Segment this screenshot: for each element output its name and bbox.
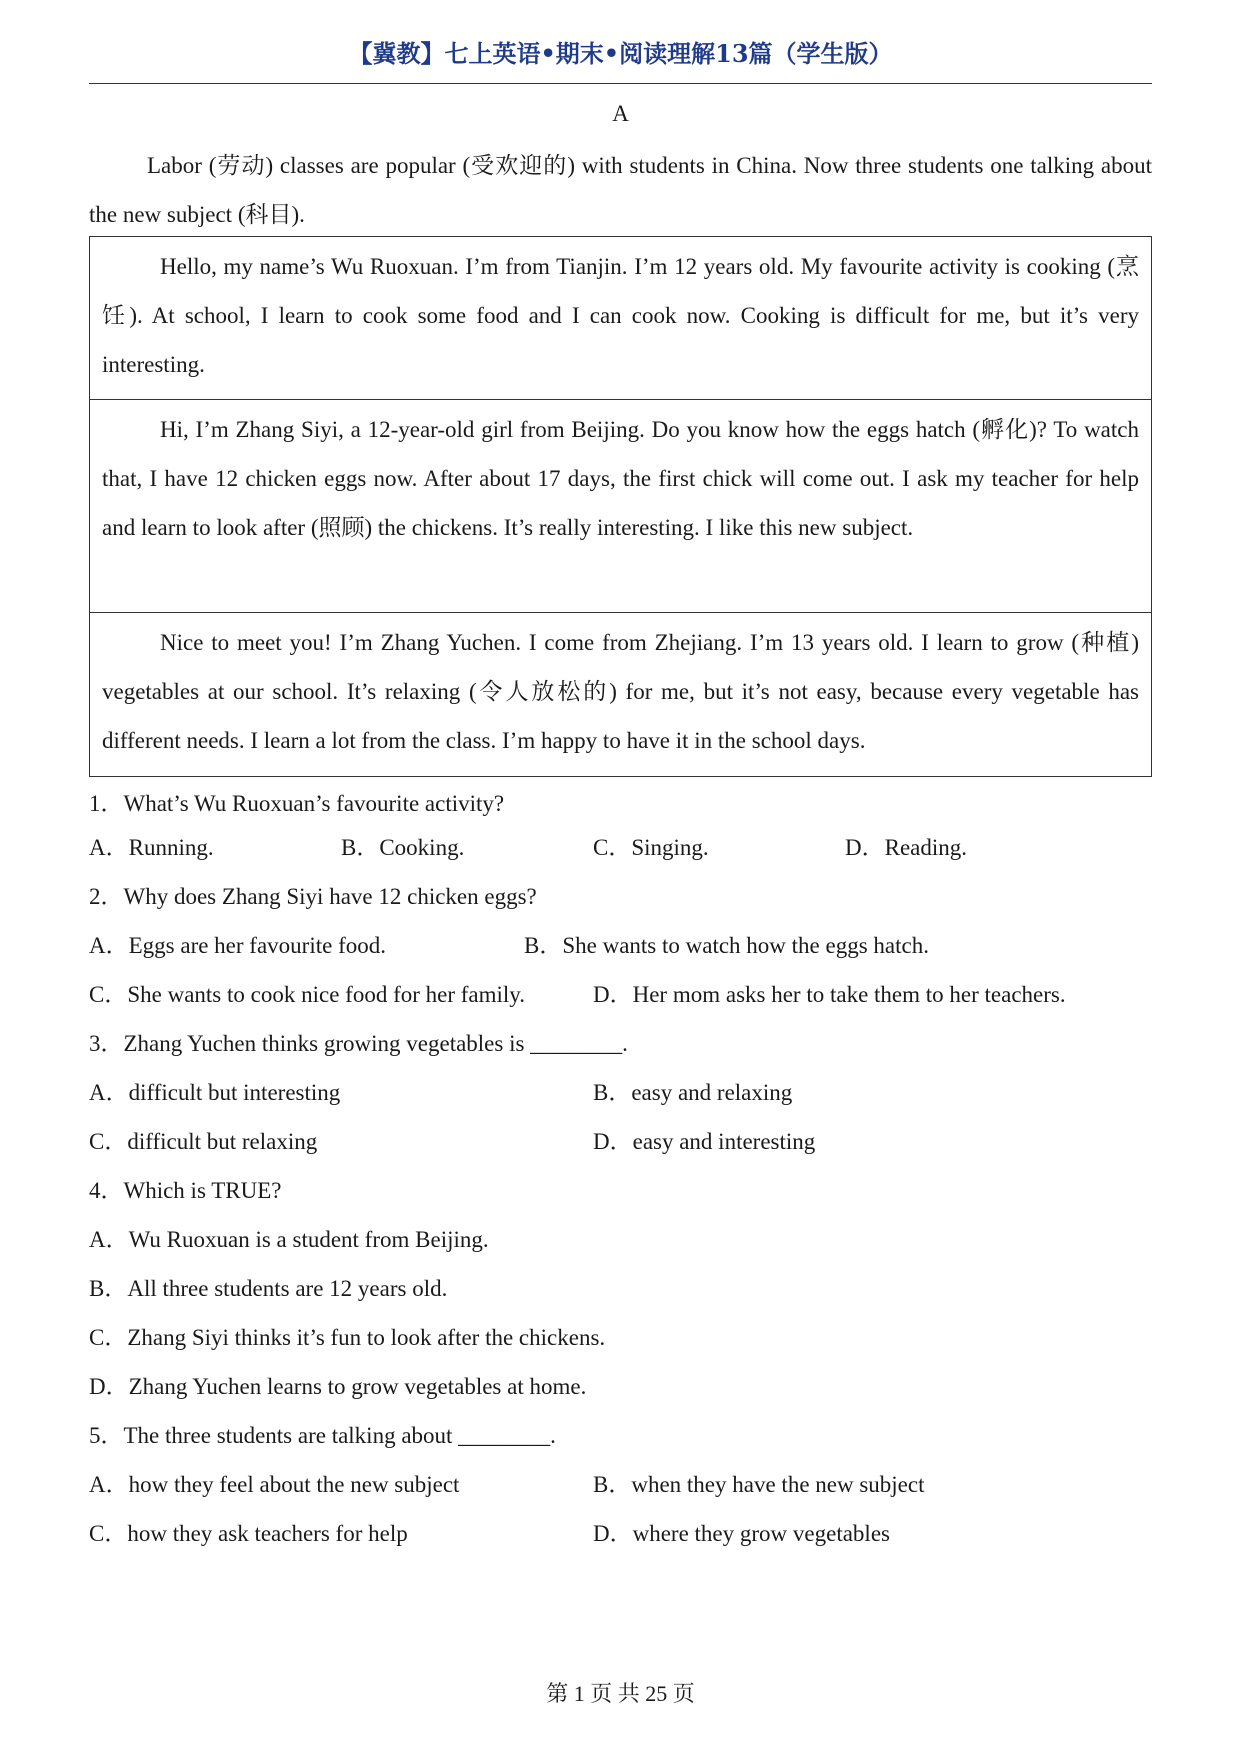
question-4-option-d[interactable]: D．Zhang Yuchen learns to grow vegetables at home. bbox=[89, 1374, 587, 1399]
question-1-option-d[interactable]: D．Reading. bbox=[845, 835, 968, 860]
question-2-option-c[interactable]: C．She wants to cook nice food for her family. bbox=[89, 982, 526, 1007]
header-divider bbox=[89, 83, 1152, 84]
question-2-option-b[interactable]: B．She wants to watch how the eggs hatch. bbox=[524, 933, 929, 958]
passage-text: Hi, I’m Zhang Siyi, a 12-year-old girl from Beijing. Do you know how the eggs hatch (孵化)? To watch that, I have 12 chicken eggs now. After about 17 days, the first chick will come out. I ask my teacher for help and learn to look after (照顾) the chickens. It’s really interesting. I like this new subject. bbox=[102, 417, 1139, 540]
passage-box-zhang-siyi bbox=[89, 400, 1152, 613]
question-4-option-b[interactable]: B．All three students are 12 years old. bbox=[89, 1276, 448, 1301]
question-5-option-c[interactable]: C．how they ask teachers for help bbox=[89, 1521, 408, 1546]
question-3-option-d[interactable]: D．easy and interesting bbox=[593, 1129, 816, 1154]
question-1-option-a[interactable]: A．Running. bbox=[89, 835, 214, 860]
question-4-stem: 4．Which is TRUE? bbox=[89, 1178, 282, 1203]
question-4-option-c[interactable]: C．Zhang Siyi thinks it’s fun to look after the chickens. bbox=[89, 1325, 606, 1350]
passage-text: Hello, my name’s Wu Ruoxuan. I’m from Tianjin. I’m 12 years old. My favourite activity is cooking (烹饪). At school, I learn to cook some food and I can cook now. Cooking is difficult for me, but it’s very interesting. bbox=[102, 254, 1139, 377]
question-1-option-b[interactable]: B．Cooking. bbox=[341, 835, 465, 860]
question-5-option-b[interactable]: B．when they have the new subject bbox=[593, 1472, 925, 1497]
page-number: 第 1 页 共 25 页 bbox=[546, 1681, 695, 1706]
document-header-title: 【冀教】七上英语•期末•阅读理解13篇（学生版） bbox=[348, 39, 893, 68]
question-5-option-d[interactable]: D．where they grow vegetables bbox=[593, 1521, 890, 1546]
question-3-option-c[interactable]: C．difficult but relaxing bbox=[89, 1129, 318, 1154]
question-4-option-a[interactable]: A．Wu Ruoxuan is a student from Beijing. bbox=[89, 1227, 489, 1252]
question-2-option-d[interactable]: D．Her mom asks her to take them to her teachers. bbox=[593, 982, 1066, 1007]
passage-text: Nice to meet you! I’m Zhang Yuchen. I come from Zhejiang. I’m 13 years old. I learn to grow (种植) vegetables at our school. It’s relaxing (令人放松的) for me, but it’s not easy, because every vegetable has different needs. I learn a lot from the class. I’m happy to have it in the school days. bbox=[102, 630, 1139, 753]
passage-box-zhang-yuchen bbox=[89, 613, 1152, 777]
question-5-stem: 5．The three students are talking about ________. bbox=[89, 1423, 556, 1448]
question-2-stem: 2．Why does Zhang Siyi have 12 chicken eggs? bbox=[89, 884, 537, 909]
question-3-stem: 3．Zhang Yuchen thinks growing vegetables is ________. bbox=[89, 1031, 628, 1056]
question-3-option-b[interactable]: B．easy and relaxing bbox=[593, 1080, 793, 1105]
question-2-option-a[interactable]: A．Eggs are her favourite food. bbox=[89, 933, 386, 958]
passage-box-wu-ruoxuan bbox=[89, 236, 1152, 400]
question-1-option-c[interactable]: C．Singing. bbox=[593, 835, 709, 860]
question-5-option-a[interactable]: A．how they feel about the new subject bbox=[89, 1472, 460, 1497]
question-3-option-a[interactable]: A．difficult but interesting bbox=[89, 1080, 341, 1105]
intro-paragraph: Labor (劳动) classes are popular (受欢迎的) with students in China. Now three students one talking about the new subject (科目). bbox=[89, 153, 1152, 227]
section-label: A bbox=[612, 101, 629, 126]
question-1-stem: 1．What’s Wu Ruoxuan’s favourite activity? bbox=[89, 791, 505, 816]
